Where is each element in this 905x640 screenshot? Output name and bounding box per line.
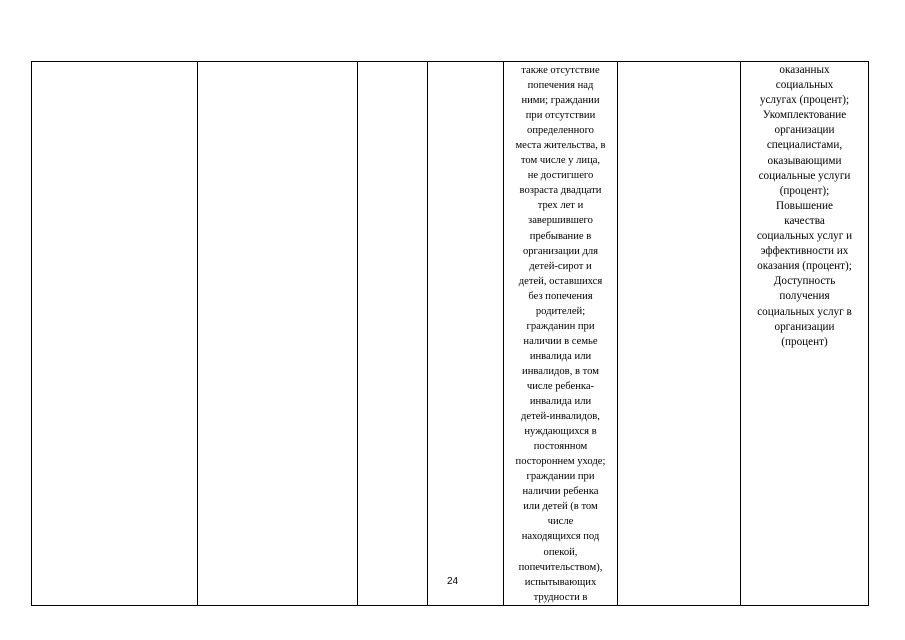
services-table	[31, 61, 869, 606]
table-cell-2	[198, 62, 358, 606]
table-cell-1	[32, 62, 198, 606]
cell-text-1	[32, 62, 197, 63]
cell-text-2	[198, 62, 357, 63]
table-cell-5	[504, 62, 618, 606]
table-cell-4	[428, 62, 504, 606]
table-cell-6	[618, 62, 741, 606]
table-row	[32, 62, 869, 606]
quality-indicators-text: оказанных социальных услугах (процент); Укомплектование организации специалистами, оказывающими социальные услуги (процент); Повышение качества социальных услуг и эффективности их оказания (процент); Доступность получения социальных услуг в организации (процент)	[756, 64, 853, 348]
cell-text-6	[618, 62, 740, 63]
page-number: 24	[446, 576, 459, 587]
table-cell-3	[358, 62, 428, 606]
cell-text-4	[428, 62, 503, 63]
cell-text-3	[358, 62, 427, 63]
table-cell-7	[741, 62, 869, 606]
recipient-categories-text: также отсутствие попечения над ними; граждании при отсутствии определенного места жительства, в том числе у лица, не достигшего возраста двадцати трех лет и завершившего пребывание в организации для детей-сирот и детей, оставшихся без попечения родителей; гражданин при наличии в семье инвалида или инвалидов, в том числе ребенка- инвалида или детей-инвалидов, нуждающихся в постоянном постороннем уходе; граждании при наличии ребенка или детей (в том числе находящихся под опекой, попечительством), испытывающих трудности в	[515, 65, 606, 603]
